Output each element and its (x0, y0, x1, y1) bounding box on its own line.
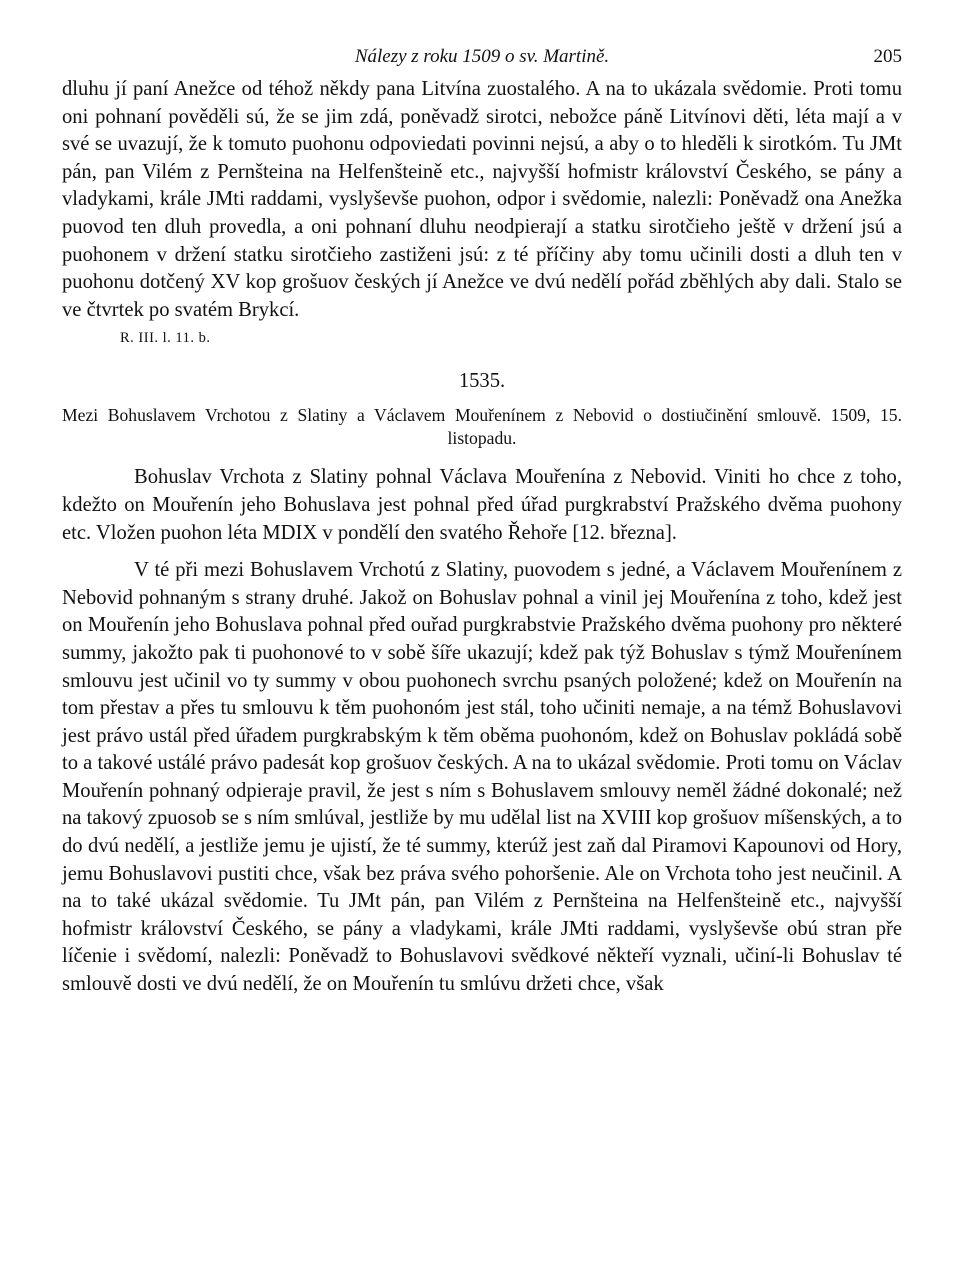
entry-paragraph-2: V té při mezi Bohuslavem Vrchotú z Slatiny, puovodem s jedné, a Václavem Mouřenínem z Nebovid pohnaným s strany druhé. Jakož on Bohuslav pohnal a vinil jej Mouřenína z toho, kdež jest on Mouřenín jeho Bohuslava pohnal před ouřad purgkrabstvie Pražského dvěma puohony pro některé summy, jakožto pak ti puohonové to v sobě šíře ukazují; kdež pak týž Bohuslav s týmž Mouřenínem smlouvu jest učinil vo ty summy v obou puohonech svrchu psaných položené; kdež on Mouřenín na tom přestav a přes tu smlouvu k těm puohonóm jest stál, toho učiniti nemaje, a na témž Bohuslavovi jest právo ustál před úřadem purgkrabským k těm oběma puohonóm, kdež on Bohuslav pokládá sobě to a takové ustálé právo padesát kop grošuov českých. A na to ukázal svědomie. Proti tomu on Václav Mouřenín pohnaný odpieraje pravil, že jest s ním s Bohuslavem smlouvy neměl žádné dokonalé; než na takový zpuosob se s ním smlúval, jestliže by mu udělal list na XVIII kop grošuov míšenských, a to do dvú nedělí, a jestliže jemu je ujistí, že té summy, kterúž jest zaň dal Piramovi Kapounovi od Hory, jemu Bohuslavovi pustiti chce, však bez práva svého pohoršenie. Ale on Vrchota toho jest neučinil. A na to také ukázal svědomie. Tu JMt pán, pan Vilém z Pernšteina na Helfenšteině etc., najvyšší hofmistr království Českého, se pány a vladykami, krále JMti raddami, vyslyševše obú stran pře líčenie i svědomí, nalezli: Poněvadž to Bohuslavovi svědkové někteří vyznali, učiní-li Bohuslav té smlouvě dosti ve dvú nedělí, že on Mouřenín tu smlúvu držeti chce, však (62, 559, 902, 996)
source-note: R. III. l. 11. b. (120, 330, 211, 347)
document-page (62, 46, 902, 999)
page-number: 205 (873, 46, 902, 67)
running-header (62, 46, 902, 76)
paragraph-gap (62, 547, 902, 557)
continuation-paragraph: dluhu jí paní Anežce od téhož někdy pana Litvína zuostalého. A na to ukázala svědomie. Proti tomu oni pohnaní pověděli sú, že se jim zdá, poněvadž sirotci, nebožce páně Litvínovi děti, léta mají a v své se uvazují, že k tomuto puohonu odpoviedati povinni nejsú, a aby o to hleděli k sirotkóm. Tu JMt pán, pan Vilém z Pernšteina na Helfenšteině etc., najvyšší hofmistr království Českého, se pány a vladykami, krále JMti raddami, vyslyševše puohon, odpor i svědomie, nalezli: Poněvadž ona Anežka puovod ten dluh provedla, a oni pohnaní dluhu neodpierají a statku sirotčieho ještě v držení jsú a puohonem v držení statku sirotčieho zastiženi jsú: z té příčiny aby tomu učinili dosti a dluh ten v puohonu dotčený XV kop grošuov českých jí Anežce ve dvú nedělí pořád zběhlých aby dali. Stalo se ve čtvrtek po svatém Brykcí. (62, 78, 902, 321)
entry-summary: Mezi Bohuslavem Vrchotou z Slatiny a Václavem Mouřenínem z Nebovid o dostiučinění smlouvě. 1509, 15. listopadu. (62, 405, 902, 449)
entry-paragraph-1: Bohuslav Vrchota z Slatiny pohnal Václava Mouřenína z Nebovid. Viniti ho chce z toho, kdežto on Mouřenín jeho Bohuslava jest pohnal před úřad purgkrabství Pražského dvěma puohony etc. Vložen puohon léta MDIX v pondělí den svatého Řehoře [12. března]. (62, 466, 902, 544)
entry-number: 1535. (458, 370, 506, 393)
running-title: Nálezy z roku 1509 o sv. Martině. (354, 46, 610, 67)
